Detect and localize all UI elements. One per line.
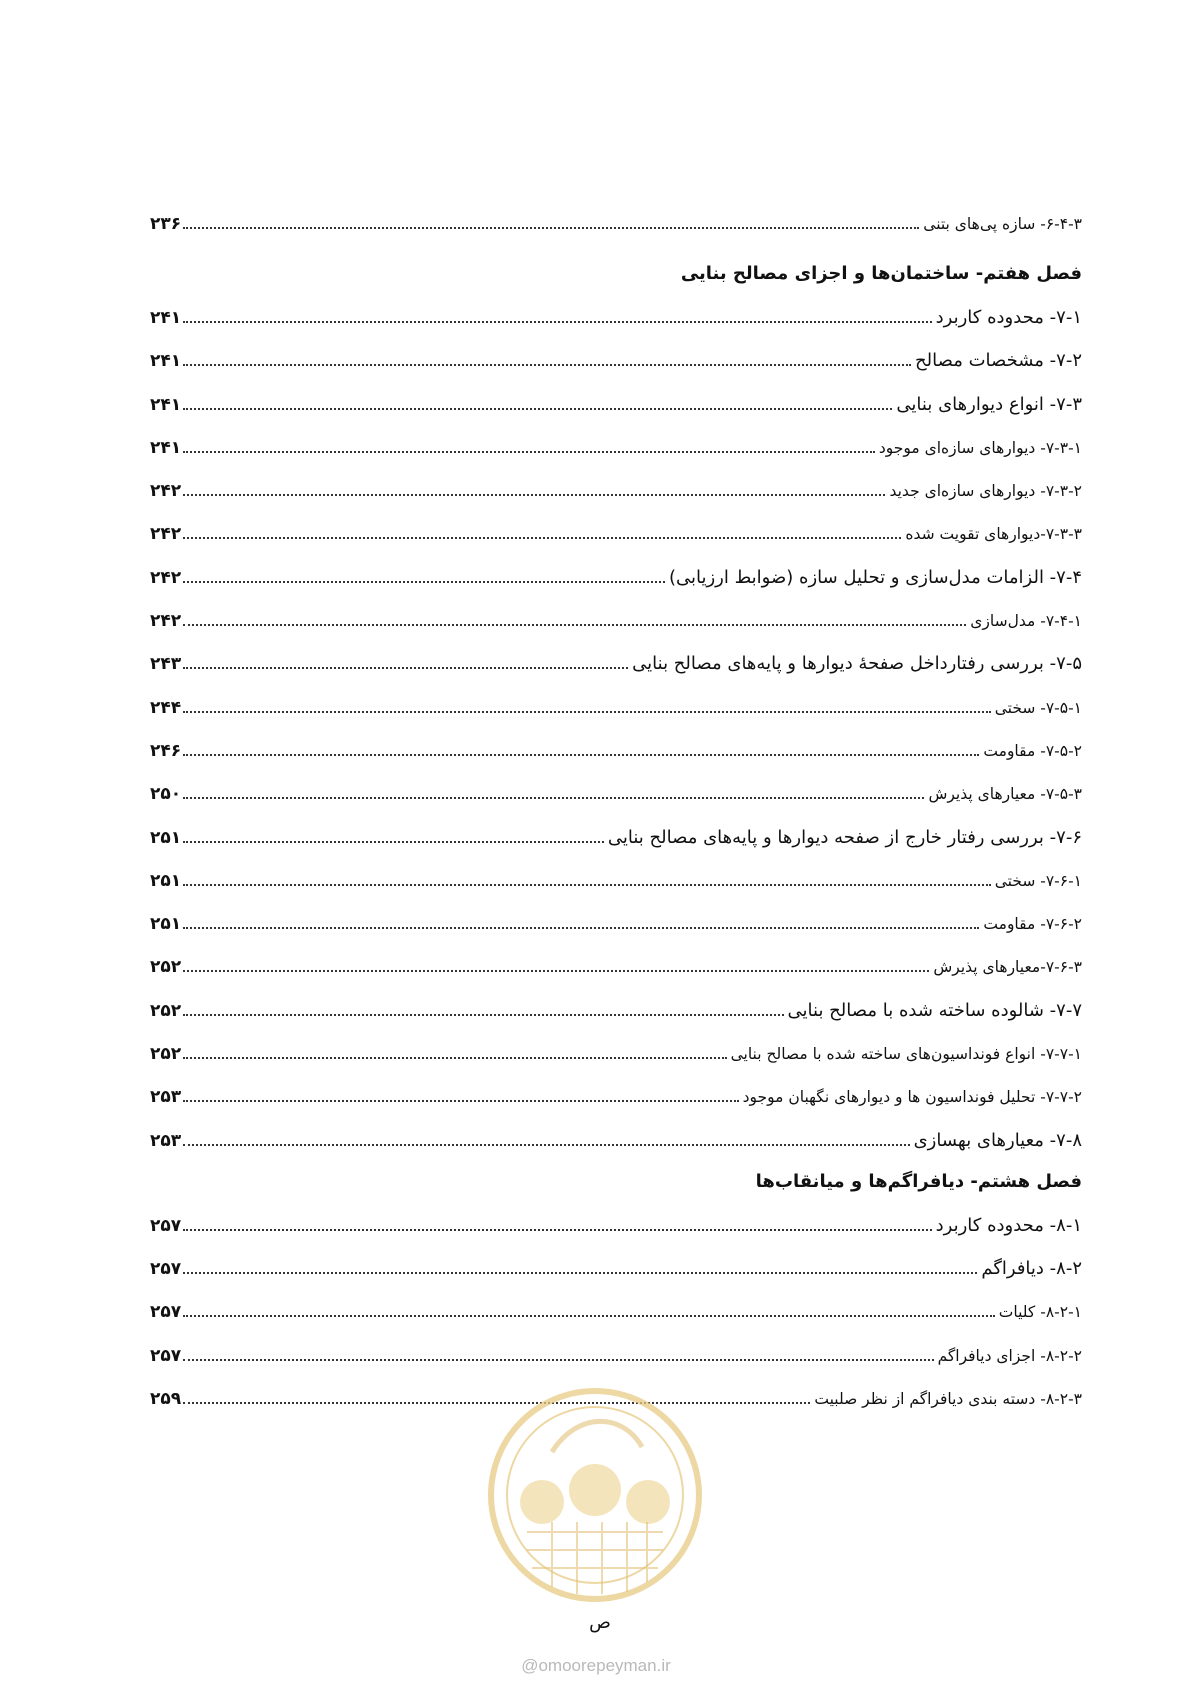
toc-entry-page: ۲۵۲ <box>150 957 182 978</box>
dot-leader <box>183 841 604 843</box>
toc-entry-title: ۸-۲-۲- اجزای دیافراگم <box>937 1346 1082 1365</box>
toc-entry-title: ۸-۲-۳- دسته بندی دیافراگم از نظر صلبیت <box>814 1389 1082 1408</box>
toc-entry-page: ۲۵۳ <box>150 1130 182 1151</box>
dot-leader <box>183 1144 909 1146</box>
toc-entry-title: ۷-۶-۱- سختی <box>994 871 1082 890</box>
toc-entry[interactable] <box>150 1042 1082 1066</box>
toc-entry-page: ۲۴۱ <box>150 351 182 372</box>
toc-entry-page: ۲۴۱ <box>150 437 182 458</box>
toc-entry[interactable] <box>150 826 1082 850</box>
toc-entry-page: ۲۴۳ <box>150 654 182 675</box>
chapter-8-heading: فصل هشتم- دیافراگم‌ها و میانقاب‌ها <box>755 1170 1082 1192</box>
toc-entry[interactable] <box>150 912 1082 936</box>
chapter-7-heading: فصل هفتم- ساختمان‌ها و اجزای مصالح بنایی <box>680 263 1082 284</box>
toc-entry-page: ۲۵۷ <box>150 1215 182 1236</box>
toc-entry-title: ۷-۶- بررسی رفتار خارج از صفحه دیوارها و پایه‌های مصالح بنایی <box>607 826 1082 848</box>
dot-leader <box>183 927 979 929</box>
toc-entry-page: ۲۴۲ <box>150 611 182 632</box>
toc-entry[interactable] <box>150 999 1082 1023</box>
dot-leader <box>183 1359 933 1361</box>
toc-entry-title: ۷-۴- الزامات مدل‌سازی و تحلیل سازه (ضوابط ارزیابی) <box>668 566 1082 588</box>
toc-entry-title: ۷-۷- شالوده ساخته شده با مصالح بنایی <box>787 999 1082 1021</box>
toc-entry-page: ۲۵۱ <box>150 914 182 935</box>
toc-entry-page: ۲۳۶ <box>150 214 182 234</box>
dot-leader <box>183 581 665 583</box>
toc-entry[interactable] <box>150 212 1082 236</box>
dot-leader <box>183 711 991 713</box>
dot-leader <box>183 1272 977 1274</box>
table-of-contents <box>150 212 1082 1411</box>
toc-entry[interactable] <box>150 869 1082 893</box>
toc-entry-page: ۲۵۲ <box>150 1000 182 1021</box>
toc-entry-page: ۲۴۶ <box>150 740 182 761</box>
dot-leader <box>183 1100 738 1102</box>
toc-entry[interactable] <box>150 566 1082 590</box>
toc-entry-title: ۸-۲-۱- کلیات <box>998 1303 1082 1322</box>
dot-leader <box>183 408 892 410</box>
dot-leader <box>183 537 901 539</box>
dot-leader <box>183 494 885 496</box>
toc-entry-page: ۲۴۲ <box>150 524 182 545</box>
toc-entry[interactable] <box>150 1257 1082 1281</box>
toc-entry-title: ۶-۴-۳- سازه پی‌های بتنی <box>923 215 1082 233</box>
toc-entry[interactable] <box>150 739 1082 763</box>
toc-entry-title: ۷-۵-۳- معیارهای پذیرش <box>928 785 1082 804</box>
toc-entry-title: ۷-۵-۲- مقاومت <box>983 741 1082 760</box>
dot-leader <box>183 364 911 366</box>
dot-leader <box>183 624 966 626</box>
dot-leader <box>183 451 875 453</box>
toc-entry-page: ۲۴۴ <box>150 697 182 718</box>
toc-entry-title: ۸-۲- دیافراگم <box>981 1257 1082 1279</box>
dot-leader <box>183 884 991 886</box>
toc-entry[interactable] <box>150 955 1082 979</box>
dot-leader <box>183 754 979 756</box>
dot-leader <box>183 970 929 972</box>
page-number: ص <box>589 1612 611 1633</box>
toc-entry-title: ۷-۳-۲- دیوارهای سازه‌ای جدید <box>889 482 1082 501</box>
dot-leader <box>183 1315 995 1317</box>
toc-entry-title: ۷-۶-۲- مقاومت <box>983 915 1082 934</box>
dot-leader <box>183 227 919 229</box>
toc-entry[interactable] <box>150 1300 1082 1324</box>
toc-entry-page: ۲۵۷ <box>150 1302 182 1323</box>
dot-leader <box>183 321 932 323</box>
toc-entry-page: ۲۴۱ <box>150 308 182 328</box>
toc-entry-page: ۲۵۱ <box>150 870 182 891</box>
toc-entry-page: ۲۵۷ <box>150 1258 182 1279</box>
dot-leader <box>183 1057 726 1059</box>
toc-entry-title: ۷-۴-۱- مدل‌سازی <box>970 612 1082 631</box>
toc-entry-title: ۷-۵-۱- سختی <box>994 698 1082 717</box>
dot-leader <box>183 1014 783 1016</box>
footer-url[interactable]: @omoorepeyman.ir <box>521 1656 671 1675</box>
toc-entry-page: ۲۴۲ <box>150 481 182 502</box>
toc-entry-page: ۲۵۱ <box>150 827 182 848</box>
toc-entry-title: ۷-۳-۳-دیوارهای تقویت شده <box>905 525 1082 544</box>
toc-entry-page: ۲۴۲ <box>150 567 182 588</box>
toc-entry[interactable] <box>150 349 1082 373</box>
toc-entry-title: ۷-۷-۲- تحلیل فونداسیون ها و دیوارهای نگهبان موجود <box>742 1088 1082 1107</box>
toc-entry-page: ۲۵۹ <box>150 1388 182 1409</box>
toc-entry[interactable] <box>150 1344 1082 1368</box>
toc-entry[interactable] <box>150 652 1082 676</box>
toc-entry-title: ۷-۳- انواع دیوارهای بنایی <box>896 393 1082 415</box>
toc-entry-page: ۲۵۷ <box>150 1345 182 1366</box>
toc-entry[interactable] <box>150 436 1082 460</box>
toc-entry-page: ۲۴۱ <box>150 394 182 415</box>
toc-entry-page: ۲۵۲ <box>150 1044 182 1065</box>
toc-entry-title: ۷-۶-۳-معیارهای پذیرش <box>933 958 1082 977</box>
toc-entry[interactable] <box>150 306 1082 330</box>
toc-entry[interactable] <box>150 782 1082 806</box>
publisher-seal-watermark <box>482 1382 708 1608</box>
toc-entry-title: ۷-۷-۱- انواع فونداسیون‌های ساخته شده با مصالح بنایی <box>730 1045 1082 1064</box>
toc-entry-title: ۸-۱- محدوده کاربرد <box>935 1214 1082 1236</box>
toc-entry[interactable] <box>150 1129 1082 1153</box>
toc-entry[interactable] <box>150 1085 1082 1109</box>
chapter-7-entries <box>150 306 1082 1153</box>
dot-leader <box>183 667 628 669</box>
toc-entry[interactable] <box>150 609 1082 633</box>
toc-entry-title: ۷-۲- مشخصات مصالح <box>915 350 1082 372</box>
toc-entry-page: ۲۵۰ <box>150 784 182 805</box>
toc-entry[interactable] <box>150 522 1082 546</box>
toc-entry-title: ۷-۱- محدوده کاربرد <box>935 307 1082 328</box>
toc-entry[interactable] <box>150 1214 1082 1238</box>
dot-leader <box>183 797 924 799</box>
dot-leader <box>183 1229 932 1231</box>
toc-entry-title: ۷-۵- بررسی رفتارداخل صفحهٔ دیوارها و پایه‌های مصالح بنایی <box>632 653 1082 675</box>
toc-entry[interactable] <box>150 479 1082 503</box>
toc-entry-title: ۷-۳-۱- دیوارهای سازه‌ای موجود <box>878 438 1082 457</box>
toc-entry[interactable] <box>150 696 1082 720</box>
toc-entry[interactable] <box>150 393 1082 417</box>
toc-entry-title: ۷-۸- معیارهای بهسازی <box>913 1129 1082 1151</box>
toc-entry-page: ۲۵۳ <box>150 1087 182 1108</box>
